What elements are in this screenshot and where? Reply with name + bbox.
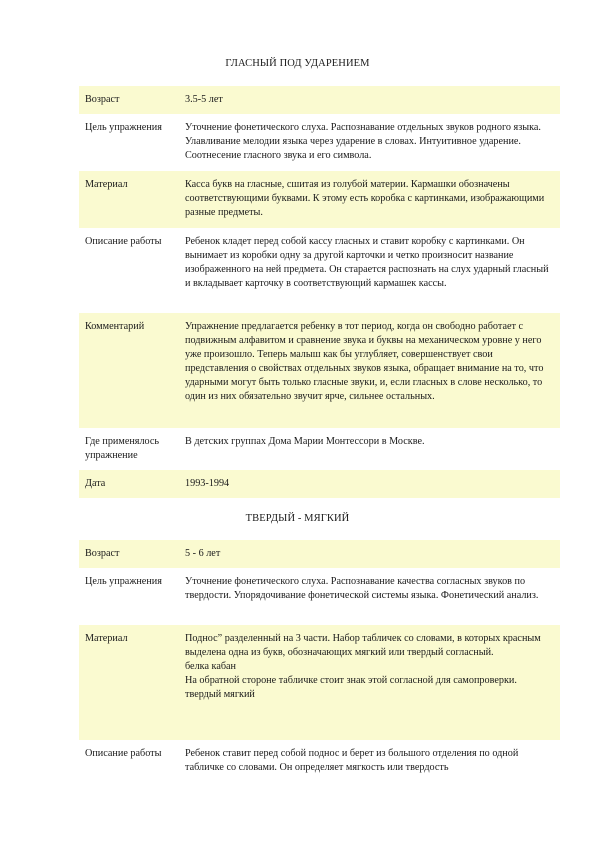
row-value: Ребенок кладет перед собой кассу гласных и ставит коробку с картинками. Он вынимает из коробки одну за другой карточки и четко произносит название изображенного на ней предмета. Он старается распознать на слух ударный гласный и вкладывает карточку в соответствующий кармашек кассы. <box>185 236 549 289</box>
table-row <box>79 114 560 171</box>
table-row <box>79 568 560 625</box>
row-label: Возраст <box>79 540 183 568</box>
table-row <box>79 740 560 785</box>
table-row <box>79 171 560 228</box>
row-value: Ребенок ставит перед собой поднос и берет из большого отделения по одной табличке со словами. Он определяет мягкость или твердость <box>185 748 519 773</box>
row-value: Уточнение фонетического слуха. Распознавание качества согласных звуков по твердости. Упорядочивание фонетической системы языка. Фонетический анализ. <box>185 576 539 601</box>
exercise-table <box>79 540 560 785</box>
row-label: Материал <box>79 171 183 228</box>
material-line: твердый мягкий <box>185 689 255 700</box>
row-label: Дата <box>79 470 183 498</box>
row-value: В детских группах Дома Марии Монтессори в Москве. <box>185 436 425 447</box>
table-row <box>79 625 560 740</box>
row-label: Возраст <box>79 86 183 114</box>
row-value: 3.5-5 лет <box>183 86 560 114</box>
material-line: На обратной стороне табличке стоит знак этой согласной для самопроверки. <box>185 675 517 686</box>
row-label: Описание работы <box>85 236 162 247</box>
row-value <box>183 625 560 740</box>
row-label: Комментарий <box>79 313 183 428</box>
row-value: 5 - 6 лет <box>183 540 560 568</box>
row-value: Уточнение фонетического слуха. Распознавание отдельных звуков родного языка. Улавливание мелодии языка через ударение в словах. Интуитивное ударение. Соотнесение гласного звука и его символа. <box>185 122 541 161</box>
row-value: Касса букв на гласные, сшитая из голубой материи. Кармашки обозначены соответствующими буквами. К этому есть коробка с картинками, изображающими разные предметы. <box>183 171 560 228</box>
row-label: Где применялось упражнение <box>85 436 160 461</box>
row-label: Цель упражнения <box>85 576 162 587</box>
table-row <box>79 86 560 114</box>
row-label: Цель упражнения <box>85 122 162 133</box>
table-row <box>79 540 560 568</box>
table-row <box>79 313 560 428</box>
table-row <box>79 470 560 498</box>
row-value: 1993-1994 <box>183 470 560 498</box>
exercise-table <box>79 86 560 498</box>
table-row <box>79 428 560 470</box>
section-title: ГЛАСНЫЙ ПОД УДАРЕНИЕМ <box>225 58 370 69</box>
material-line: Поднос” разделенный на 3 части. Набор табличек со словами, в которых красным выделена одна из букв, обозначающих мягкий или твердый согласный. <box>185 633 541 658</box>
row-label: Описание работы <box>85 748 162 759</box>
section-title: ТВЕРДЫЙ - МЯГКИЙ <box>245 513 350 524</box>
row-label: Материал <box>79 625 183 740</box>
row-value: Упражнение предлагается ребенку в тот период, когда он свободно работает с подвижным алфавитом и сравнение звука и буквы на механическом уровне у него уже произошло. Теперь малыш как бы углубляет, совершенствует свои представления о свойствах отдельных звуков языка, обращает внимание на то, что ударными могут быть только гласные звуки, и, если гласных в слове несколько, то один из них обязательно звучит ярче, сильнее остальных. <box>183 313 560 428</box>
table-row <box>79 228 560 313</box>
material-line: белка кабан <box>185 661 236 672</box>
